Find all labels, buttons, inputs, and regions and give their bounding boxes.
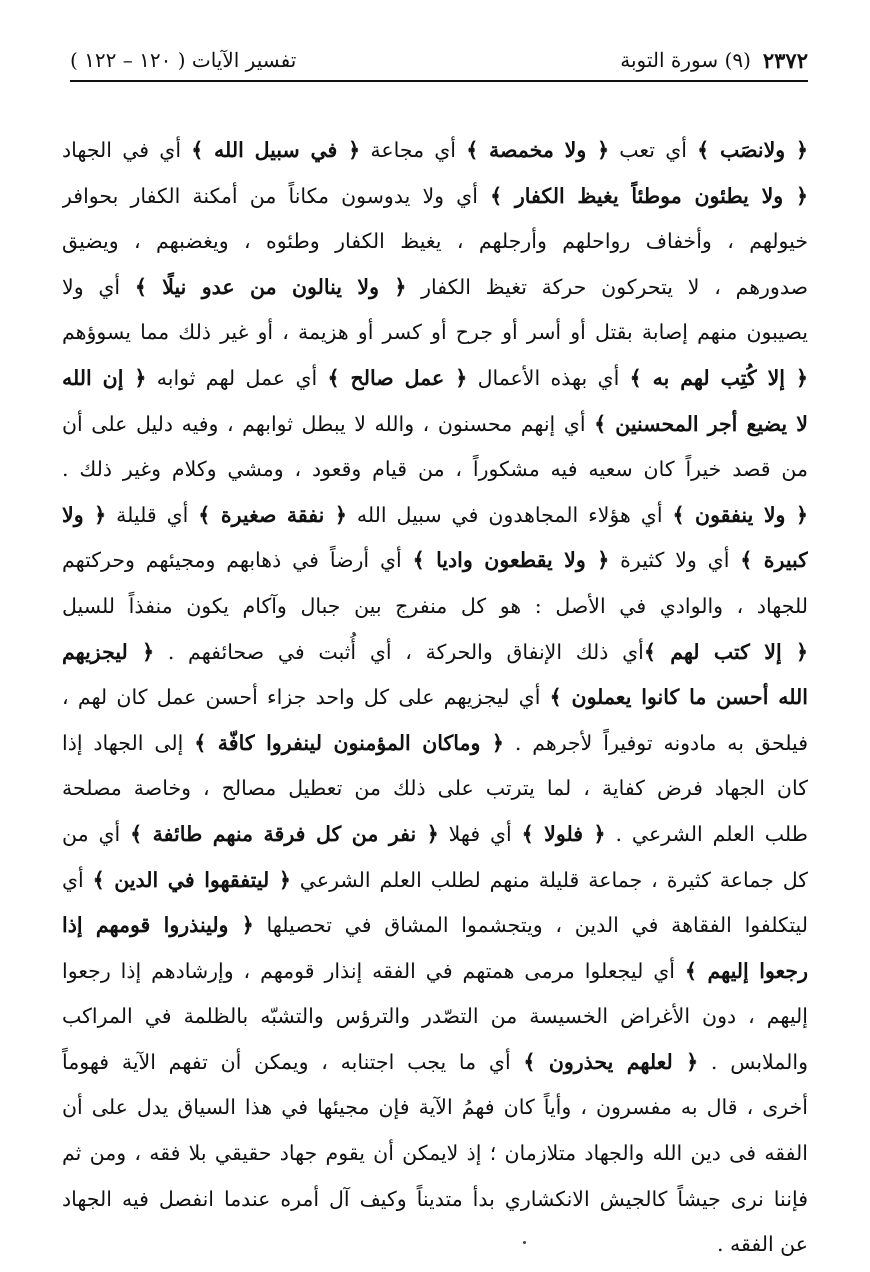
commentary-span: فإننا نرى جيشاً كالجيش الانكشاري بدأ متديناً وكيف آل أمره عندما انفصل فيه الجهاد bbox=[62, 1186, 808, 1211]
verse-quote: ﴿ إلا كتب لهم ﴾ bbox=[643, 639, 808, 664]
text-line bbox=[62, 1131, 808, 1177]
commentary-span: أي عمل لهم ثوابه bbox=[146, 365, 328, 390]
verse-quote: ﴿ ولينذروا قومهم إذا bbox=[62, 913, 254, 938]
commentary-span: أي ولا يدوسون مكاناً من أمكنة الكفار بحوافر bbox=[62, 183, 491, 208]
verse-quote: ﴿ ولا يطئون موطئاً يغيظ الكفار ﴾ bbox=[490, 183, 808, 208]
text-line bbox=[62, 812, 808, 858]
commentary-span: أي مجاعة bbox=[360, 138, 467, 162]
commentary-text bbox=[62, 128, 808, 1268]
commentary-span: من قصد خيراً كان سعيه فيه مشكوراً ، من قيام وقعود ، ومشي وكلام وغير ذلك . bbox=[62, 457, 808, 482]
surah-name: (٩) سورة التوبة bbox=[620, 48, 751, 72]
commentary-span: أي ولا bbox=[62, 274, 135, 299]
commentary-span: أي في الجهاد bbox=[62, 138, 192, 162]
text-line bbox=[62, 630, 808, 676]
commentary-span: خيولهم ، وأخفاف رواحلهم وأرجلهم ، يغيظ الكفار وطئوه ، ويغضبهم ، ويضيق bbox=[62, 229, 808, 254]
text-line bbox=[62, 356, 808, 402]
text-line bbox=[62, 1085, 808, 1131]
text-line bbox=[62, 721, 808, 767]
text-line bbox=[62, 1040, 808, 1086]
page-mark bbox=[523, 1241, 526, 1244]
verse-quote: ﴿ ولا يقطعون واديا ﴾ bbox=[412, 548, 610, 573]
commentary-span: أي إنهم محسنون ، والله لا يبطل ثوابهم ، وفيه دليل على أن bbox=[62, 411, 595, 436]
commentary-span: أي ليجزيهم على كل واحد جزاء أحسن عمل كان لهم ، bbox=[62, 685, 550, 710]
commentary-span: للجهاد ، والوادي في الأصل : هو كل منفرج بين جبال وآكام يكون منفذاً للسيل bbox=[62, 593, 808, 618]
commentary-span: عن الفقه . bbox=[716, 1232, 808, 1257]
verse-quote: ﴿ ليجزيهم bbox=[62, 639, 155, 664]
page-number: ٢٣٧٢ bbox=[762, 47, 808, 73]
commentary-span: أي ولا كثيرة bbox=[609, 548, 741, 573]
verse-quote: ﴿ عمل صالح ﴾ bbox=[327, 365, 468, 390]
verse-quote: ﴿ إن الله bbox=[62, 365, 147, 390]
commentary-span: أي ما يجب اجتنابه ، ويمكن أن تفهم الآية فهوماً bbox=[62, 1049, 524, 1074]
commentary-span: والملابس . bbox=[698, 1049, 808, 1074]
verse-quote: ﴿ ولانصَب ﴾ bbox=[697, 138, 808, 162]
commentary-span: صدورهم ، لا يتحركون حركة تغيظ الكفار bbox=[406, 274, 808, 299]
commentary-span: طلب العلم الشرعي . bbox=[605, 821, 808, 846]
text-line bbox=[62, 1177, 808, 1223]
text-line bbox=[62, 447, 808, 493]
text-line bbox=[62, 766, 808, 812]
commentary-span: أي bbox=[62, 867, 93, 892]
text-line bbox=[62, 1222, 808, 1268]
commentary-span: أي أرضاً في ذهابهم ومجيئهم وحركتهم bbox=[62, 548, 413, 573]
verse-quote: لا يضيع أجر المحسنين ﴾ bbox=[594, 411, 808, 436]
text-line bbox=[62, 265, 808, 311]
commentary-span: أي فهلا bbox=[438, 821, 522, 846]
verse-quote: ﴿ ليتفقهوا في الدين ﴾ bbox=[92, 867, 291, 892]
verse-quote: ﴿ فلولا ﴾ bbox=[521, 821, 606, 846]
commentary-span: يصيبون منهم إصابة بقتل أو أسر أو جرح أو كسر أو هزيمة ، أو غير ذلك مما يسوؤهم bbox=[62, 320, 808, 345]
commentary-span: أخرى ، قال به مفسرون ، وأياً كان فهمُ الآية فإن مجيئها في هذا السياق يدل على أن bbox=[62, 1095, 808, 1120]
commentary-span: أي ليجعلوا مرمى همتهم في الفقه إنذار قومهم ، وإرشادهم إذا رجعوا bbox=[62, 958, 685, 983]
commentary-span: الفقه فى دين الله والجهاد متلازمان ؛ إذ لايمكن أن يقوم جهاد حقيقي بلا فقه ، ومن ثم bbox=[62, 1141, 808, 1166]
text-line bbox=[62, 903, 808, 949]
commentary-span: أي قليلة bbox=[106, 502, 199, 527]
text-line bbox=[62, 538, 808, 584]
commentary-span: إليهم ، دون الأغراض الخسيسة من التصّدر والترؤس والتشبّه بالظلمة في المراكب bbox=[62, 1004, 808, 1029]
commentary-span: أي ذلك الإنفاق والحركة ، أي أُثبت في صحائفهم . bbox=[154, 639, 644, 664]
text-line bbox=[62, 858, 808, 904]
commentary-span: أي هؤلاء المجاهدون في سبيل الله bbox=[346, 502, 673, 527]
verse-quote: ﴿ لعلهم يحذرون ﴾ bbox=[523, 1049, 699, 1074]
commentary-span: أي تعب bbox=[609, 138, 698, 162]
verse-quote: ﴿ ولا bbox=[62, 502, 107, 527]
commentary-span: أي بهذه الأعمال bbox=[467, 365, 630, 390]
verse-quote: رجعوا إليهم ﴾ bbox=[684, 958, 808, 983]
text-line bbox=[62, 675, 808, 721]
verse-quote: ﴿ في سبيل الله ﴾ bbox=[191, 138, 361, 162]
verse-quote: ﴿ ولا مخمصة ﴾ bbox=[466, 138, 610, 162]
verse-quote: ﴿ ولا ينالون من عدو نيلًا ﴾ bbox=[134, 274, 407, 299]
header-right bbox=[620, 48, 808, 73]
verse-quote: ﴿ نفر من كل فرقة منهم طائفة ﴾ bbox=[130, 821, 439, 846]
text-line bbox=[62, 584, 808, 630]
text-line bbox=[62, 949, 808, 995]
text-line bbox=[62, 402, 808, 448]
verse-quote: ﴿ نفقة صغيرة ﴾ bbox=[198, 502, 347, 527]
commentary-span: كان الجهاد فرض كفاية ، لما يترتب على ذلك من تعطيل مصالح ، وخاصة مصلحة bbox=[62, 776, 808, 801]
text-line bbox=[62, 994, 808, 1040]
running-header bbox=[70, 40, 808, 82]
commentary-span: كل جماعة كثيرة ، جماعة قليلة منهم لطلب العلم الشرعي bbox=[290, 867, 808, 892]
commentary-span: فيلحق به مادونه توفيراً لأجرهم . bbox=[503, 730, 808, 755]
commentary-span: إلى الجهاد إذا bbox=[62, 730, 195, 755]
text-line bbox=[62, 219, 808, 265]
verse-quote: ﴿ ولا ينفقون ﴾ bbox=[672, 502, 808, 527]
text-line bbox=[62, 128, 808, 174]
section-title: تفسير الآيات ( ١٢٠ – ١٢٢ ) bbox=[70, 48, 297, 72]
commentary-span: ليتكلفوا الفقاهة في الدين ، ويتجشموا المشاق في تحصيلها bbox=[253, 913, 808, 938]
verse-quote: ﴿ وماكان المؤمنون لينفروا كافّة ﴾ bbox=[194, 730, 504, 755]
verse-quote: كبيرة ﴾ bbox=[740, 548, 808, 573]
text-line bbox=[62, 310, 808, 356]
text-line bbox=[62, 174, 808, 220]
text-line bbox=[62, 493, 808, 539]
commentary-span: أي من bbox=[62, 821, 131, 846]
verse-quote: الله أحسن ما كانوا يعملون ﴾ bbox=[549, 685, 808, 710]
verse-quote: ﴿ إلا كُتِب لهم به ﴾ bbox=[629, 365, 808, 390]
